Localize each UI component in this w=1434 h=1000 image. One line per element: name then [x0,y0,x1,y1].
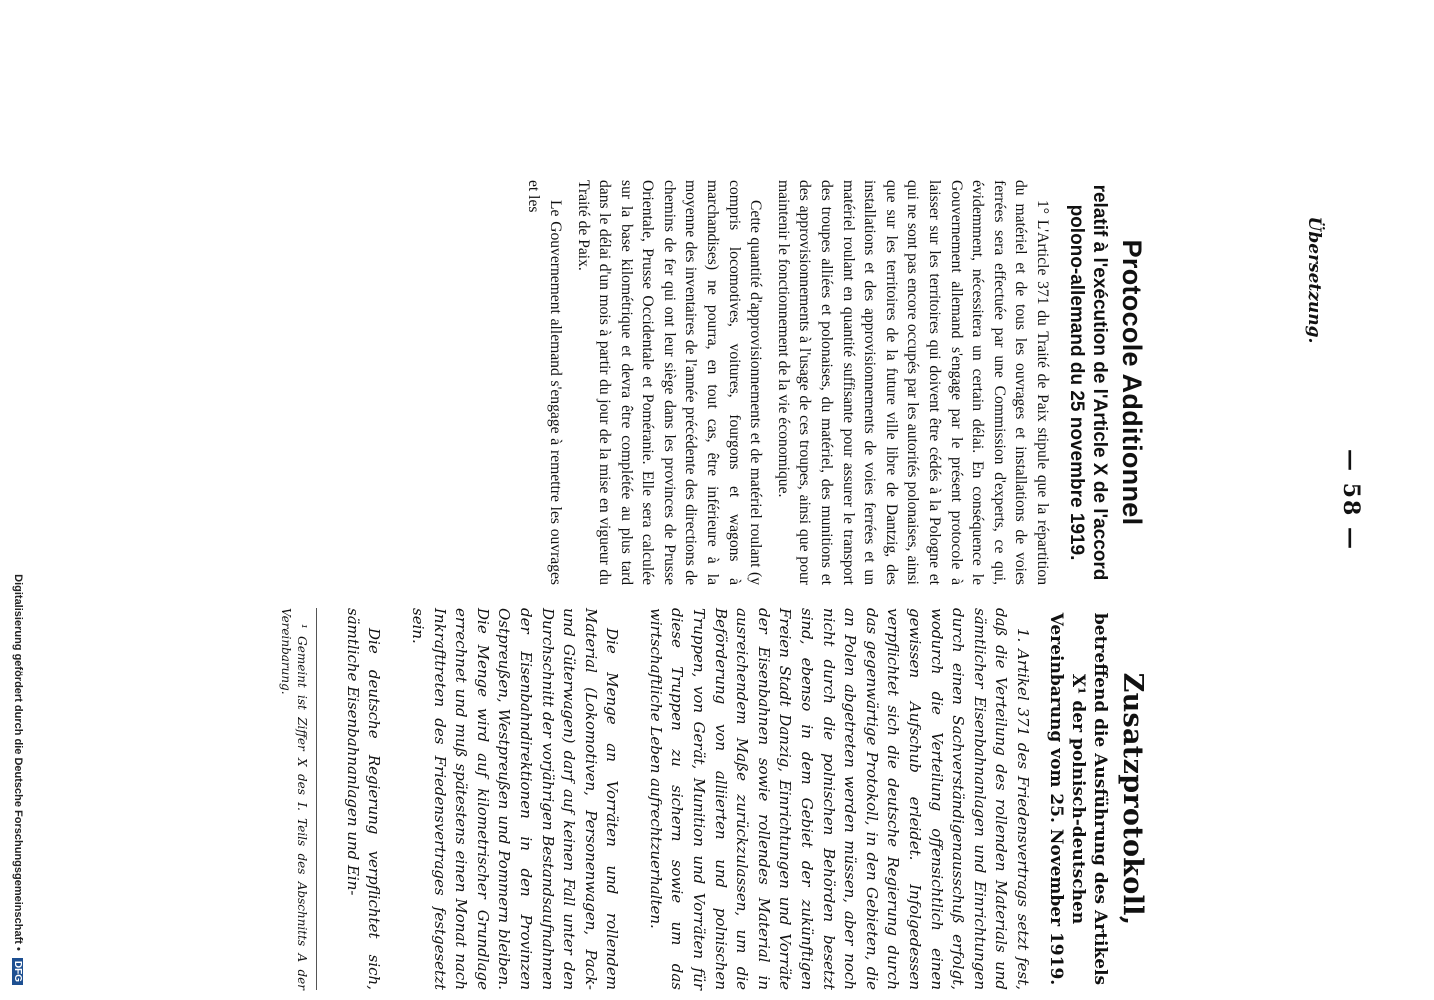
german-paragraph-2: Die Menge an Vorräten und rollendem Material (Lokomotiven, Personenwagen, Pack- und Güterwagen) darf auf keinen Fall unter den Durchschnitt der vorjährigen Bestandsaufnahmen der Eisenbahndirektionen in den Provinzen Ostpreußen, Westpreußen und Pommern bleiben. Die Menge wird auf kilometrischer Grundlage errechnet und muß spätestens einen Monat nach Inkrafttreten des Friedensvertrages festgesetzt sein. [408,608,622,990]
translation-label: Übersetzung. [1304,216,1324,344]
credit-text: Digitalisierung gefördert durch die Deutsche Forschungsgemeinschaft • [12,574,24,951]
german-footnote: ¹ Gemeint ist Ziffer X des I. Teils des Abschnitts A der Vereinbarung. [278,608,317,990]
german-subtitle: betreffend die Ausführung des Artikels X¹ der polnisch-deutschen Vereinbarung vom 25. November 1919. [1046,612,1110,986]
german-title: Zusatzprotokoll, [1117,672,1148,926]
french-paragraph-3: Le Gouvernement allemand s'engage à remettre les ouvrages et les [525,180,564,585]
credit-line [12,0,24,985]
french-subtitle: relatif à l'exécution de l'Article X de l'accord polono-allemand du 25 novembre 1919. [1066,184,1110,581]
german-paragraph-1: 1. Artikel 371 des Friedensvertrags setzt fest, daß die Verteilung des rollenden Materials und sämtlicher Eisenbahnanlagen und Einrichtungen durch einen Sachverständigenausschuß erfolgt, wodurch die Verteilung offensichtlich einen gewissen Aufschub erleidet. Infolgedessen verpflichtet sich die deutsche Regierung durch das gegenwärtige Protokoll, in den Gebieten, die an Polen abgetreten werden müssen, aber noch nicht durch die polnischen Behörden besetzt sind, ebenso in dem Gebiet der zukünftigen Freien Stadt Danzig, Einrichtungen und Vorräte der Eisenbahnen sowie rollendes Material in ausreichendem Maße zurückzulassen, um die Beförderung von alliierten und polnischen Truppen, von Gerät, Munition und Vorräten für diese Truppen zu sichern sowie um das wirtschaftliche Leben aufrechtzuerhalten. [646,608,1032,990]
french-column [517,180,1149,585]
page-number: — 58 — [1338,449,1364,551]
french-paragraph-2: Cette quantité d'approvisionnements et de matériel roulant (y compris locomotives, voitures, fourgons et wagons à marchandises) ne pourra, en tout cas, être inférieure à la moyenne des inventaires de l'année précédente des directions de chemins de fer qui ont leur siège dans les provinces de Prusse Orientale, Prusse Occidentale et Poméranie. Elle sera calculée sur la base kilométrique et devra être complétée au plus tard dans le délai d'un mois à partir du jour de la mise en vigueur du Traité de Paix. [574,180,765,585]
dfg-logo: DFG [12,958,23,985]
german-column [278,608,1149,990]
digitization-credit [0,0,34,1000]
running-head [1304,0,1434,1000]
french-paragraph-1: 1° L'Article 371 du Traité de Paix stipule que la répartition du matériel et de tous les ouvrages et installations de voies ferrées sera effectuée par une Commission d'experts, ce qui, évidemment, nécessitera un certain délai. En conséquence le Gouvernement allemand s'engage par le présent protocole à laisser sur les territoires qui doivent être cédés à la Pologne et qui ne sont pas encore occupés par les autorités polonaises, ainsi que sur les territoires de la future ville libre de Dantzig, des installations et des approvisionnements de voies ferrées et un matériel roulant en quantité suffisante pour assurer le transport des troupes alliées et polonaises, du matériel, des munitions et des approvisionnements à l'usage de ces troupes, ainsi que pour maintenir le fonctionnement de la vie économique. [774,180,1051,585]
german-paragraph-3: Die deutsche Regierung verpflichtet sich, sämtliche Eisenbahnanlagen und Ein- [343,608,384,990]
french-title: Protocole Additionnel [1117,239,1147,526]
